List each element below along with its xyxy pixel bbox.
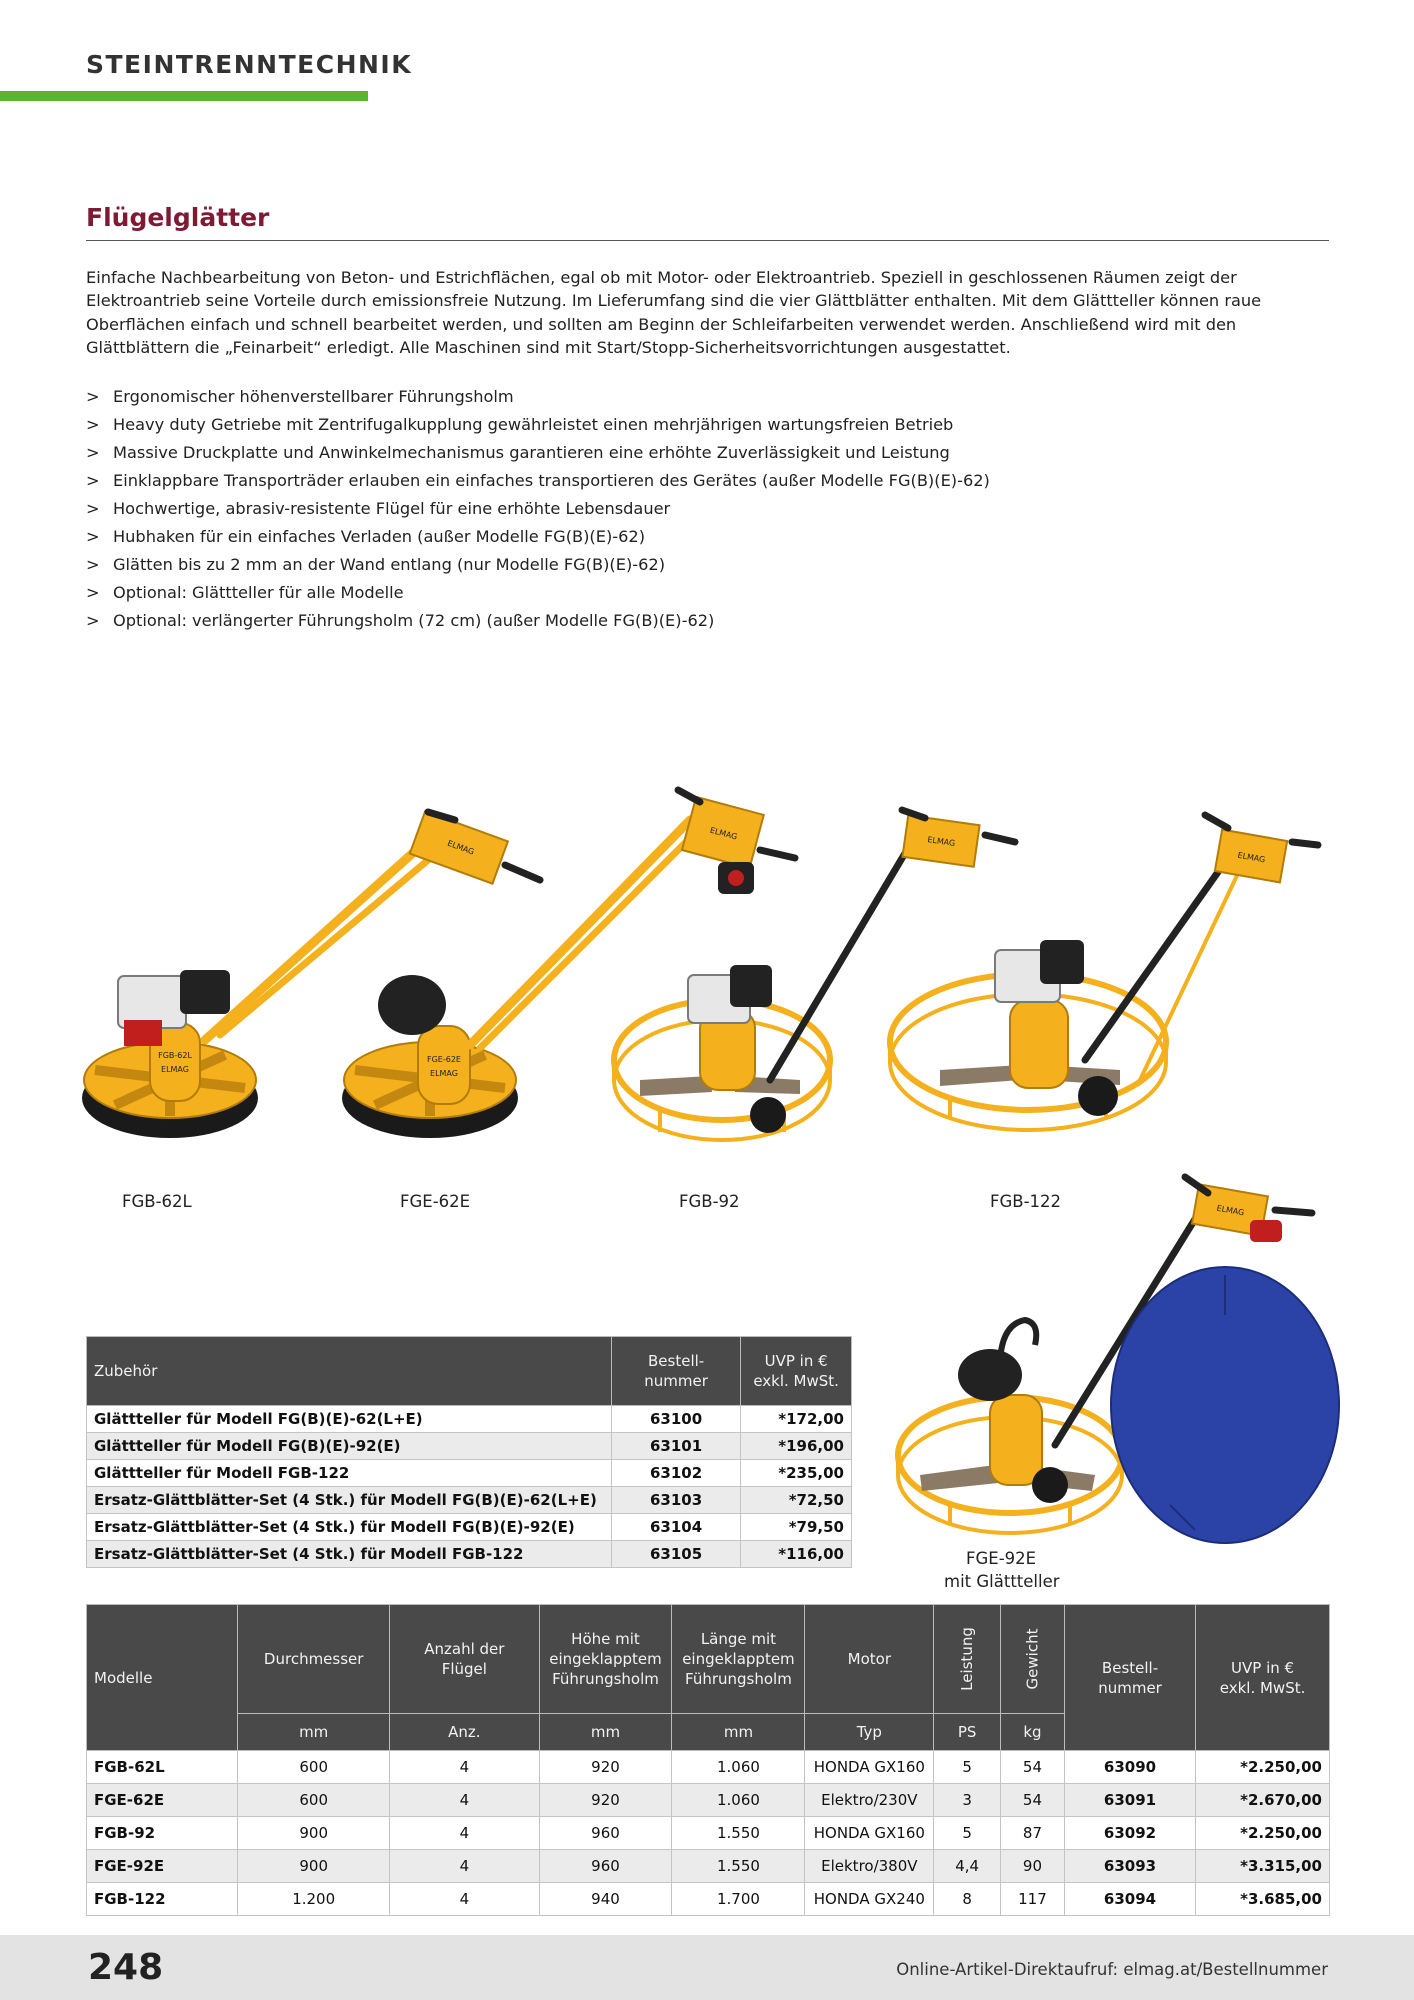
diameter-column-header: Durchmesser: [238, 1605, 390, 1714]
bullet-marker: >: [86, 499, 100, 518]
feature-text: Hubhaken für ein einfaches Verladen (außer Modelle FG(B)(E)-62): [113, 527, 646, 546]
order-number: 63101: [611, 1433, 740, 1460]
weight-column-header: Gewicht: [1000, 1605, 1064, 1714]
price: *172,00: [741, 1406, 852, 1433]
bullet-marker: >: [86, 387, 100, 406]
feature-item: [86, 607, 1326, 635]
feature-item: [86, 439, 1326, 467]
feature-text: Einklappbare Transporträder erlauben ein einfaches transportieren des Gerätes (außer Modelle FG(B)(E)-62): [113, 471, 990, 490]
feature-text: Optional: Glättteller für alle Modelle: [113, 583, 404, 602]
length: 1.550: [672, 1817, 805, 1850]
accessory-name: Glättteller für Modell FG(B)(E)-62(L+E): [87, 1406, 612, 1433]
height: 920: [539, 1784, 672, 1817]
feature-text: Massive Druckplatte und Anwinkelmechanismus garantieren eine erhöhte Zuverlässigkeit und Leistung: [113, 443, 950, 462]
bullet-marker: >: [86, 555, 100, 574]
unit-label: mm: [539, 1714, 672, 1751]
feature-item: [86, 383, 1326, 411]
diameter: 900: [238, 1817, 390, 1850]
weight: 87: [1000, 1817, 1064, 1850]
models-table: [86, 1604, 1330, 1916]
table-row: [87, 1541, 852, 1568]
model-name: FGE-92E: [87, 1850, 238, 1883]
accessory-name: Ersatz-Glättblätter-Set (4 Stk.) für Modell FGB-122: [87, 1541, 612, 1568]
weight: 54: [1000, 1751, 1064, 1784]
price-column-header: UVP in € exkl. MwSt.: [1196, 1605, 1330, 1751]
feature-text: Optional: verlängerter Führungsholm (72 cm) (außer Modelle FG(B)(E)-62): [113, 611, 715, 630]
svg-text:ELMAG: ELMAG: [161, 1065, 189, 1074]
blade-count: 4: [390, 1784, 539, 1817]
height-column-header: Höhe mit eingeklapptem Führungsholm: [539, 1605, 672, 1714]
power-column-header: Leistung: [934, 1605, 1001, 1714]
table-row: [87, 1514, 852, 1541]
table-row: [87, 1817, 1330, 1850]
svg-text:ELMAG: ELMAG: [1215, 1203, 1245, 1218]
svg-text:ELMAG: ELMAG: [430, 1069, 458, 1078]
svg-text:ELMAG: ELMAG: [926, 835, 956, 848]
order-number: 63103: [611, 1487, 740, 1514]
accessory-name: Glättteller für Modell FGB-122: [87, 1460, 612, 1487]
diameter: 600: [238, 1784, 390, 1817]
bullet-marker: >: [86, 583, 100, 602]
table-row: [87, 1406, 852, 1433]
section-accent-bar: [0, 91, 368, 101]
page-number: 248: [88, 1947, 164, 1988]
order-number-column-header: Bestell- nummer: [611, 1337, 740, 1406]
price: *2.250,00: [1196, 1751, 1330, 1784]
height: 920: [539, 1751, 672, 1784]
model-label-fgb-62l: FGB-62L: [122, 1192, 192, 1211]
section-title: STEINTRENNTECHNIK: [86, 50, 413, 79]
table-row: [87, 1460, 852, 1487]
height: 960: [539, 1850, 672, 1883]
footer-link-text: Online-Artikel-Direktaufruf: elmag.at/Bestellnummer: [896, 1960, 1328, 1979]
feature-item: [86, 523, 1326, 551]
blade-count: 4: [390, 1751, 539, 1784]
machines-illustration: [0, 780, 1414, 1220]
order-number: 63102: [611, 1460, 740, 1487]
feature-item: [86, 467, 1326, 495]
price: *196,00: [741, 1433, 852, 1460]
weight: 54: [1000, 1784, 1064, 1817]
model-name: FGE-62E: [87, 1784, 238, 1817]
power: 4,4: [934, 1850, 1001, 1883]
table-row: [87, 1433, 852, 1460]
blade-count: 4: [390, 1817, 539, 1850]
unit-label: Anz.: [390, 1714, 539, 1751]
length: 1.550: [672, 1850, 805, 1883]
model-name: FGB-62L: [87, 1751, 238, 1784]
machine-fge-92e-image: [880, 1165, 1340, 1560]
machine-fgb-92-image: [614, 810, 1015, 1140]
motor-type: Elektro/380V: [805, 1850, 934, 1883]
order-number: 63092: [1064, 1817, 1195, 1850]
height: 960: [539, 1817, 672, 1850]
power: 3: [934, 1784, 1001, 1817]
length: 1.060: [672, 1751, 805, 1784]
feature-item: [86, 551, 1326, 579]
model-label-fge-92e-note: mit Glättteller: [944, 1572, 1060, 1591]
table-row: [87, 1784, 1330, 1817]
length: 1.060: [672, 1784, 805, 1817]
feature-list: [86, 383, 1326, 635]
length: 1.700: [672, 1883, 805, 1916]
power: 5: [934, 1751, 1001, 1784]
blade-count: 4: [390, 1850, 539, 1883]
motor-type: HONDA GX160: [805, 1751, 934, 1784]
accessory-name: Glättteller für Modell FG(B)(E)-92(E): [87, 1433, 612, 1460]
model-label-fge-92e: FGE-92E: [966, 1549, 1037, 1568]
feature-item: [86, 579, 1326, 607]
length-column-header: Länge mit eingeklapptem Führungsholm: [672, 1605, 805, 1714]
diameter: 1.200: [238, 1883, 390, 1916]
diameter: 900: [238, 1850, 390, 1883]
feature-item: [86, 495, 1326, 523]
heading-divider: [86, 240, 1329, 241]
model-column-header: Modelle: [87, 1605, 238, 1751]
unit-label: kg: [1000, 1714, 1064, 1751]
table-row: [87, 1751, 1330, 1784]
order-number-column-header: Bestell- nummer: [1064, 1605, 1195, 1751]
price: *2.250,00: [1196, 1817, 1330, 1850]
feature-text: Hochwertige, abrasiv-resistente Flügel für eine erhöhte Lebensdauer: [113, 499, 671, 518]
table-row: [87, 1850, 1330, 1883]
model-name: FGB-122: [87, 1883, 238, 1916]
svg-text:ELMAG: ELMAG: [446, 838, 476, 857]
table-header-row: [87, 1337, 852, 1406]
power: 8: [934, 1883, 1001, 1916]
model-label-fgb-122: FGB-122: [990, 1192, 1062, 1211]
svg-text:ELMAG: ELMAG: [1236, 850, 1266, 865]
order-number: 63093: [1064, 1850, 1195, 1883]
blade-count: 4: [390, 1883, 539, 1916]
feature-item: [86, 411, 1326, 439]
accessories-table: [86, 1336, 852, 1568]
motor-type: HONDA GX240: [805, 1883, 934, 1916]
bullet-marker: >: [86, 527, 100, 546]
feature-text: Ergonomischer höhenverstellbarer Führungsholm: [113, 387, 514, 406]
price: *2.670,00: [1196, 1784, 1330, 1817]
bullet-marker: >: [86, 471, 100, 490]
height: 940: [539, 1883, 672, 1916]
model-label-fge-62e: FGE-62E: [400, 1192, 471, 1211]
order-number: 63094: [1064, 1883, 1195, 1916]
order-number: 63090: [1064, 1751, 1195, 1784]
price: *3.685,00: [1196, 1883, 1330, 1916]
unit-label: mm: [238, 1714, 390, 1751]
accessory-name: Ersatz-Glättblätter-Set (4 Stk.) für Modell FG(B)(E)-92(E): [87, 1514, 612, 1541]
unit-label: mm: [672, 1714, 805, 1751]
price: *72,50: [741, 1487, 852, 1514]
accessory-name: Ersatz-Glättblätter-Set (4 Stk.) für Modell FG(B)(E)-62(L+E): [87, 1487, 612, 1514]
svg-text:FGB-62L: FGB-62L: [158, 1051, 192, 1060]
price: *116,00: [741, 1541, 852, 1568]
diameter: 600: [238, 1751, 390, 1784]
order-number: 63091: [1064, 1784, 1195, 1817]
price: *235,00: [741, 1460, 852, 1487]
model-label-fgb-92: FGB-92: [679, 1192, 740, 1211]
bullet-marker: >: [86, 611, 100, 630]
intro-paragraph: Einfache Nachbearbeitung von Beton- und Estrichflächen, egal ob mit Motor- oder Elektroantrieb. Speziell in geschlossenen Räumen zeigt der Elektroantrieb seine Vorteile durch emissionsfreie Nutzung. Im Lieferumfang sind die vier Glättblätter enthalten. Mit dem Glättteller können raue Oberflächen einfach und schnell bearbeitet werden, und sollten am Beginn der Schleifarbeiten verwendet werden. Anschließend wird mit den Glättblättern die „Feinarbeit“ erledigt. Alle Maschinen sind mit Start/Stopp-Sicherheitsvorrichtungen ausgestattet.: [86, 268, 1262, 358]
order-number: 63105: [611, 1541, 740, 1568]
power: 5: [934, 1817, 1001, 1850]
table-row: [87, 1883, 1330, 1916]
model-name: FGB-92: [87, 1817, 238, 1850]
svg-text:FGE-62E: FGE-62E: [427, 1055, 461, 1064]
feature-text: Glätten bis zu 2 mm an der Wand entlang (nur Modelle FG(B)(E)-62): [113, 555, 666, 574]
price: *79,50: [741, 1514, 852, 1541]
motor-type: HONDA GX160: [805, 1817, 934, 1850]
order-number: 63104: [611, 1514, 740, 1541]
table-row: [87, 1487, 852, 1514]
price-column-header: UVP in € exkl. MwSt.: [741, 1337, 852, 1406]
unit-label: PS: [934, 1714, 1001, 1751]
order-number: 63100: [611, 1406, 740, 1433]
weight: 117: [1000, 1883, 1064, 1916]
blades-column-header: Anzahl der Flügel: [390, 1605, 539, 1714]
svg-text:ELMAG: ELMAG: [708, 825, 739, 842]
price: *3.315,00: [1196, 1850, 1330, 1883]
motor-type: Elektro/230V: [805, 1784, 934, 1817]
weight: 90: [1000, 1850, 1064, 1883]
motor-column-header: Motor: [805, 1605, 934, 1714]
feature-text: Heavy duty Getriebe mit Zentrifugalkupplung gewährleistet einen mehrjährigen wartungsfreien Betrieb: [113, 415, 954, 434]
table-header-row: [87, 1605, 1330, 1714]
unit-label: Typ: [805, 1714, 934, 1751]
accessory-column-header: Zubehör: [87, 1337, 612, 1406]
page-heading: Flügelglätter: [86, 203, 270, 232]
bullet-marker: >: [86, 415, 100, 434]
bullet-marker: >: [86, 443, 100, 462]
